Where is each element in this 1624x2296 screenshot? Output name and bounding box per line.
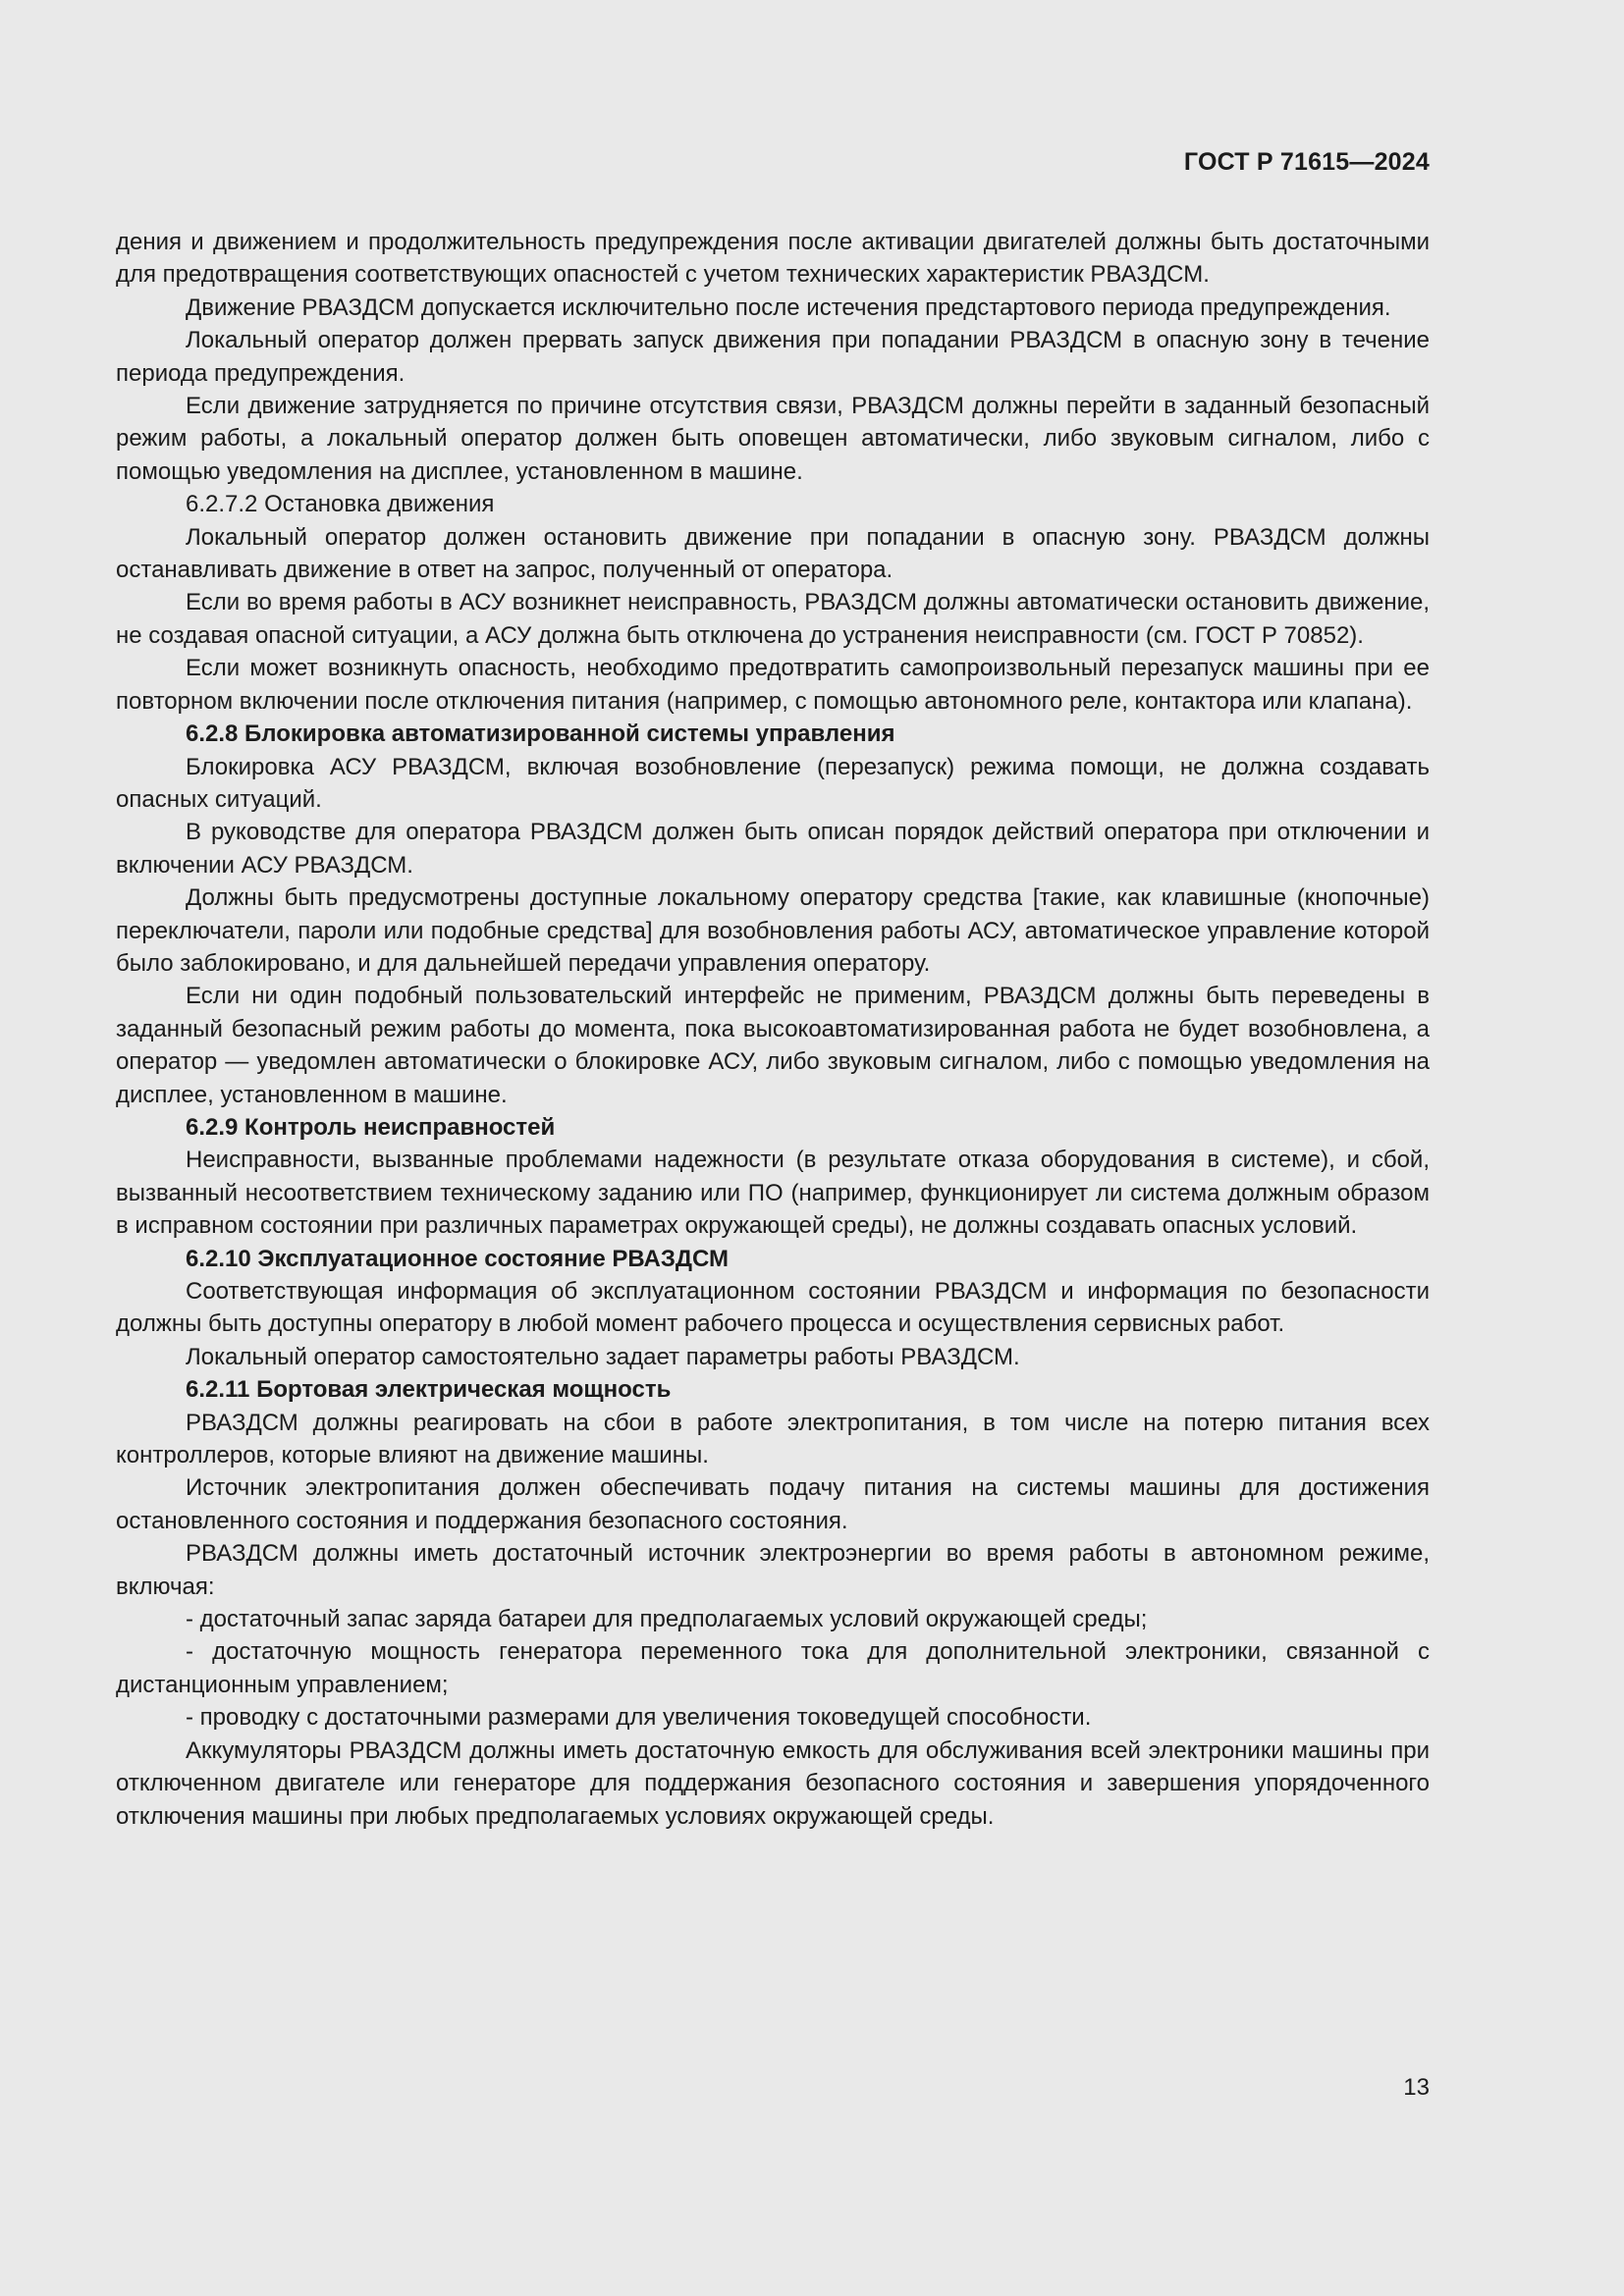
paragraph: Источник электропитания должен обеспечивать подачу питания на системы машины для достижения остановленного состояния и поддержания безопасного состояния. bbox=[116, 1474, 1430, 1534]
section-heading: 6.2.8 Блокировка автоматизированной системы управления bbox=[186, 721, 895, 748]
paragraph: дения и движением и продолжительность предупреждения после активации двигателей должны быть достаточными для предотвращения соответствующих опасностей с учетом технических характеристик РВАЗДСМ. bbox=[116, 229, 1430, 289]
section-heading: 6.2.11 Бортовая электрическая мощность bbox=[186, 1376, 672, 1404]
section-heading: 6.2.10 Эксплуатационное состояние РВАЗДСМ bbox=[186, 1245, 729, 1272]
document-page bbox=[116, 0, 1430, 2296]
paragraph: РВАЗДСМ должны реагировать на сбои в работе электропитания, в том числе на потерю питания всех контроллеров, которые влияют на движение машины. bbox=[116, 1409, 1430, 1469]
paragraph: Неисправности, вызванные проблемами надежности (в результате отказа оборудования в системе), и сбой, вызванный несоответствием техническому заданию или ПО (например, функционирует ли система должным образом в исправном состоянии при различных параметрах окружающей среды), не должны создавать опасных условий. bbox=[116, 1147, 1430, 1240]
page-number: 13 bbox=[1403, 2074, 1430, 2101]
paragraph: РВАЗДСМ должны иметь достаточный источник электроэнергии во время работы в автономном режиме, включая: bbox=[116, 1540, 1430, 1600]
paragraph: Локальный оператор должен прервать запуск движения при попадании РВАЗДСМ в опасную зону в течение периода предупреждения. bbox=[116, 327, 1430, 387]
paragraph: Локальный оператор должен остановить движение при попадании в опасную зону. РВАЗДСМ должны останавливать движение в ответ на запрос, полученный от оператора. bbox=[116, 523, 1430, 584]
paragraph: Движение РВАЗДСМ допускается исключительно после истечения предстартового периода предупреждения. bbox=[186, 294, 1391, 321]
paragraph: Соответствующая информация об эксплуатационном состоянии РВАЗДСМ и информация по безопасности должны быть доступны оператору в любой момент рабочего процесса и осуществления сервисных работ. bbox=[116, 1278, 1430, 1338]
list-item: - проводку с достаточными размерами для увеличения токоведущей способности. bbox=[186, 1704, 1092, 1732]
paragraph: Должны быть предусмотрены доступные локальному оператору средства [такие, как клавишные (кнопочные) переключатели, пароли или подобные средства] для возобновления работы АСУ, автоматическое управление которой было заблокировано, и для дальнейшей передачи управления оператору. bbox=[116, 884, 1430, 977]
paragraph: Если во время работы в АСУ возникнет неисправность, РВАЗДСМ должны автоматически остановить движение, не создавая опасной ситуации, а АСУ должна быть отключена до устранения неисправности (см. ГОСТ Р 70852). bbox=[116, 589, 1430, 649]
paragraph: Если движение затрудняется по причине отсутствия связи, РВАЗДСМ должны перейти в заданный безопасный режим работы, а локальный оператор должен быть оповещен автоматически, либо звуковым сигналом, либо с помощью уведомления на дисплее, установленном в машине. bbox=[116, 393, 1430, 485]
paragraph: В руководстве для оператора РВАЗДСМ должен быть описан порядок действий оператора при отключении и включении АСУ РВАЗДСМ. bbox=[116, 819, 1430, 879]
subsection-heading: 6.2.7.2 Остановка движения bbox=[186, 491, 495, 518]
paragraph: Если ни один подобный пользовательский интерфейс не применим, РВАЗДСМ должны быть переведены в заданный безопасный режим работы до момента, пока высокоавтоматизированная работа не будет возобновлена, а оператор — уведомлен автоматически о блокировке АСУ, либо звуковым сигналом, либо с помощью уведомления на дисплее, установленном в машине. bbox=[116, 983, 1430, 1108]
document-header-standard-id: ГОСТ Р 71615—2024 bbox=[1183, 148, 1430, 176]
section-heading: 6.2.9 Контроль неисправностей bbox=[186, 1113, 556, 1141]
list-item: - достаточную мощность генератора переменного тока для дополнительной электроники, связанной с дистанционным управлением; bbox=[116, 1638, 1430, 1698]
paragraph: Локальный оператор самостоятельно задает параметры работы РВАЗДСМ. bbox=[186, 1343, 1020, 1370]
paragraph: Аккумуляторы РВАЗДСМ должны иметь достаточную емкость для обслуживания всей электроники машины при отключенном двигателе или генераторе для поддержания безопасного состояния и завершения упорядоченного отключения машины при любых предполагаемых условиях окружающей среды. bbox=[116, 1736, 1430, 1830]
paragraph: Блокировка АСУ РВАЗДСМ, включая возобновление (перезапуск) режима помощи, не должна создавать опасных ситуаций. bbox=[116, 753, 1430, 813]
paragraph: Если может возникнуть опасность, необходимо предотвратить самопроизвольный перезапуск машины при ее повторном включении после отключения питания (например, с помощью автономного реле, контактора или клапана). bbox=[116, 655, 1430, 715]
list-item: - достаточный запас заряда батареи для предполагаемых условий окружающей среды; bbox=[186, 1606, 1148, 1633]
document-body bbox=[116, 226, 1430, 1833]
